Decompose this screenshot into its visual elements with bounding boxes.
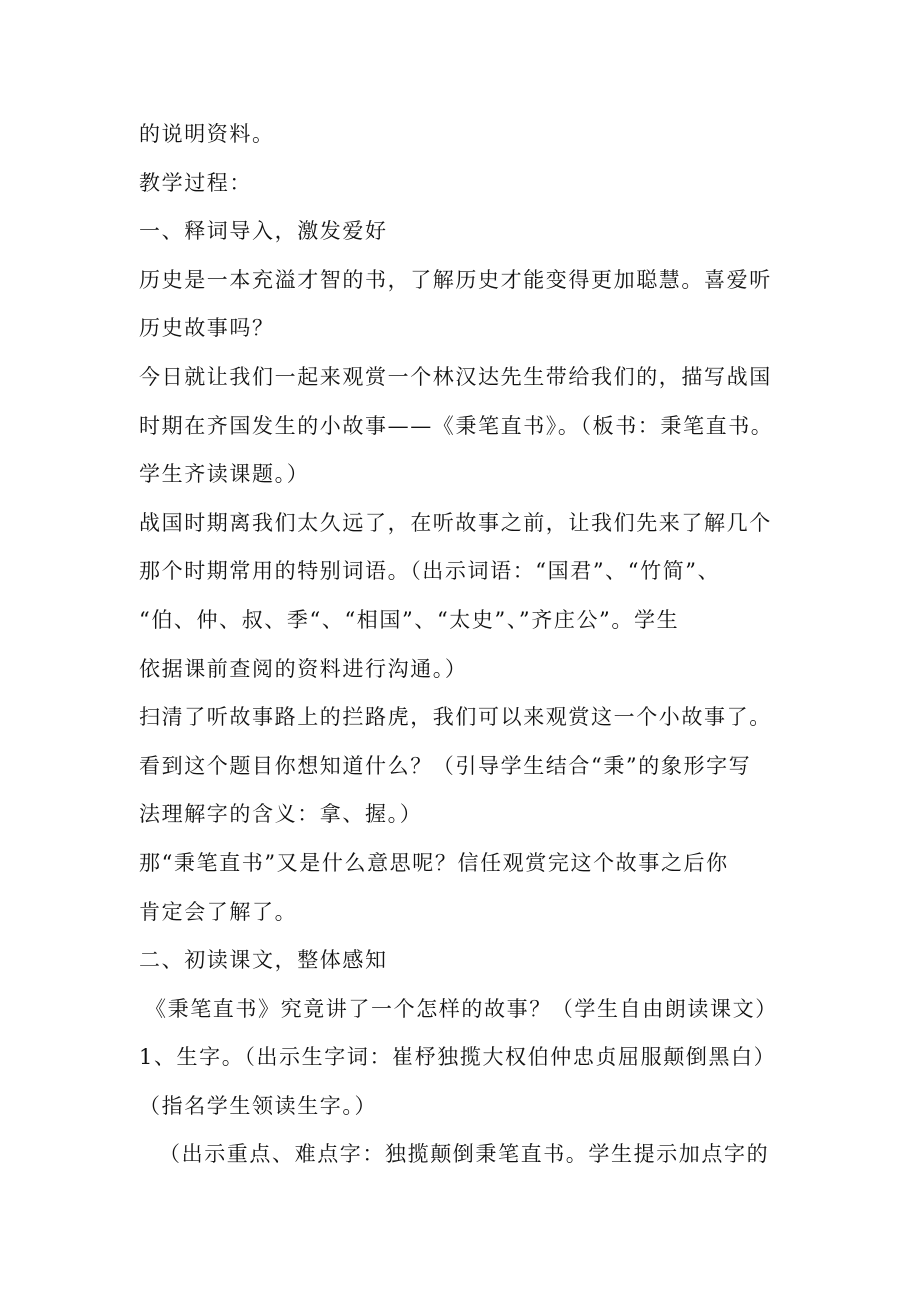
text-line: 的说明资料。 — [139, 122, 275, 146]
text-line: 历史是一本充溢才智的书，了解历史才能变得更加聪慧。喜爱听 — [139, 267, 772, 292]
text-line: （出示重点、难点字：独揽颠倒秉笔直书。学生提示加点字的 — [159, 1142, 770, 1167]
text-line: “伯、仲、叔、季“、“相国”、“太史”、”齐庄公”。学生 — [139, 607, 680, 632]
text-line: 学生齐读课题。） — [139, 462, 310, 487]
text-line: 看到这个题目你想知道什么？（引导学生结合“秉”的象形字写 — [139, 753, 752, 778]
text-line: 今日就让我们一起来观赏一个林汉达先生带给我们的，描写战国 — [139, 364, 772, 389]
section-heading: 一、释词导入，激发爱好 — [139, 219, 388, 244]
text-line: 1、生字。（出示生字词：崔杼独揽大权伯仲忠贞屈服颠倒黑白） — [139, 1045, 777, 1070]
text-line: 肯定会了解了。 — [139, 899, 298, 924]
text-line: 依据课前查阅的资料进行沟通。） — [139, 656, 468, 681]
text-line: 法理解字的含义：拿、握。） — [139, 802, 423, 827]
text-line: 扫清了听故事路上的拦路虎，我们可以来观赏这一个小故事了。 — [139, 705, 772, 730]
text-line: （指名学生领读生字。） — [139, 1093, 378, 1118]
text-line: 那“秉笔直书”又是什么意思呢？信任观赏完这个故事之后你 — [139, 850, 729, 875]
text-line: 《秉笔直书》究竟讲了一个怎样的故事？（学生自由朗读课文） — [145, 996, 778, 1021]
document-body — [139, 110, 839, 1179]
text-line: 战国时期离我们太久远了，在听故事之前，让我们先来了解几个 — [139, 510, 772, 535]
section-heading: 教学过程： — [139, 170, 252, 195]
section-heading: 二、初读课文，整体感知 — [139, 948, 388, 973]
text-line: 历史故事吗？ — [139, 316, 275, 341]
text-line: 时期在齐国发生的小故事——《秉笔直书》。（板书：秉笔直书。 — [139, 413, 774, 438]
text-line: 那个时期常用的特别词语。（出示词语：“国君”、“竹简”、 — [139, 559, 721, 584]
